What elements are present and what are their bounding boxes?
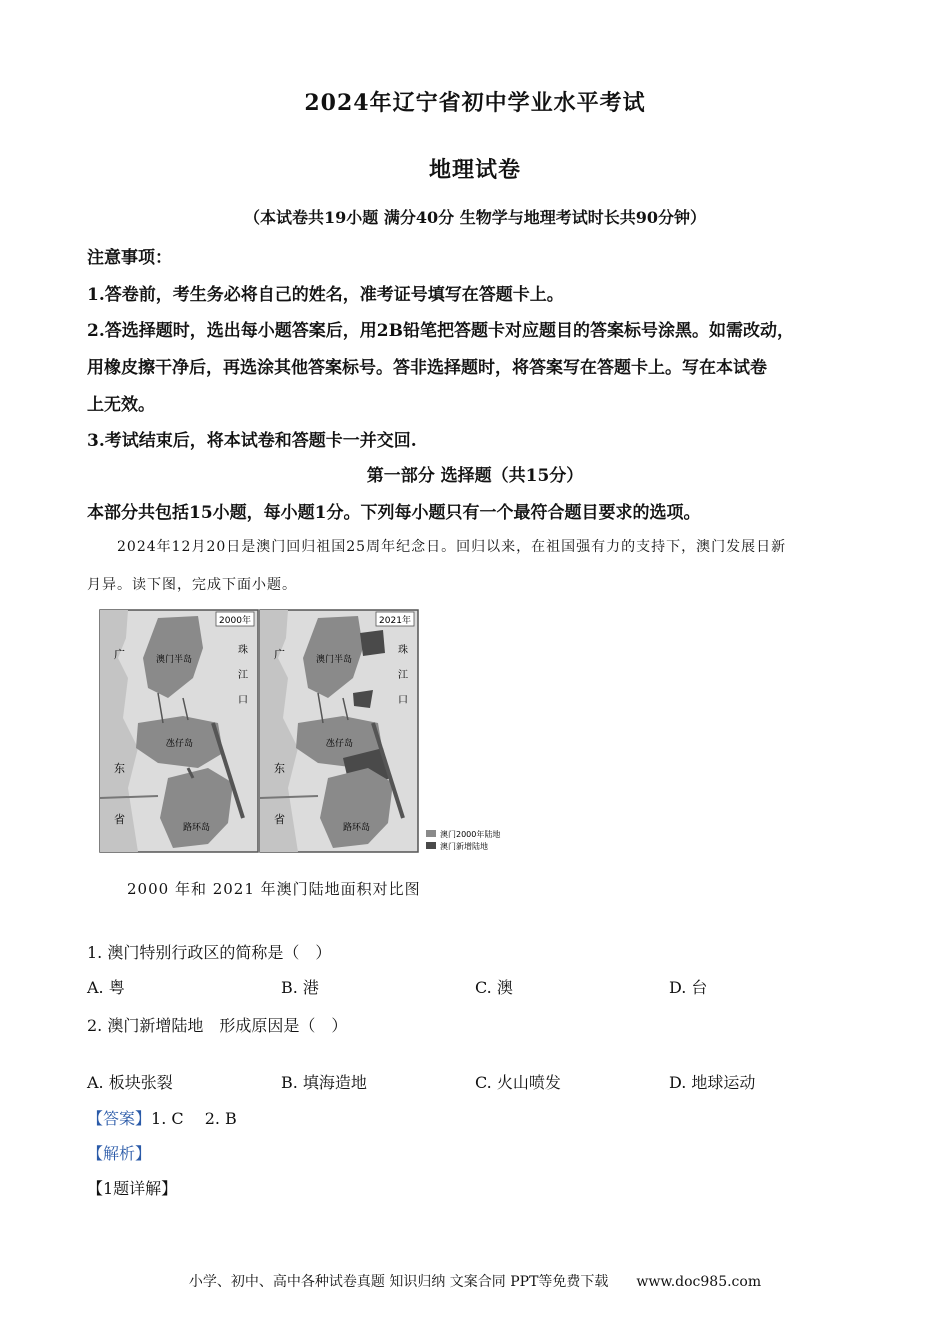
legend-swatch-new <box>426 842 436 849</box>
map-legend <box>426 829 500 851</box>
notice-item-3: 3.考试结束后，将本试卷和答题卡一并交回. <box>87 431 417 451</box>
label-sheng-right: 省 <box>274 813 285 826</box>
exam-title: 2024年辽宁省初中学业水平考试 <box>304 90 646 116</box>
notice-item-2-line-3: 上无效。 <box>87 395 155 415</box>
notice-item-2-line-1: 2.答选择题时，选出每小题答案后，用2B铅笔把答题卡对应题目的答案标号涂黑。如需改动， <box>87 321 794 341</box>
label-taipa-left: 氹仔岛 <box>166 739 194 749</box>
q1-option-d: D. 台 <box>669 978 708 997</box>
figure-caption: 2000 年和 2021 年澳门陆地面积对比图 <box>127 880 421 898</box>
label-jiang-left: 江 <box>238 670 248 681</box>
macau-land-map <box>98 608 538 858</box>
new-land-north <box>360 630 385 656</box>
answer-value: 1. C 2. B <box>151 1109 237 1128</box>
passage-line-2: 月异。读下图，完成下面小题。 <box>87 577 297 593</box>
legend-swatch-old <box>426 830 436 837</box>
label-peninsula-left: 澳门半岛 <box>156 655 193 665</box>
year-label-2000: 2000年 <box>219 616 251 626</box>
passage-line-1: 2024年12月20日是澳门回归祖国25周年纪念日。回归以来，在祖国强有力的支持下，澳门发展日新 <box>117 539 787 555</box>
label-zhu-right: 珠 <box>398 645 408 656</box>
label-jiang-right: 江 <box>398 670 408 681</box>
q2-option-a: A. 板块张裂 <box>87 1073 173 1092</box>
q1-option-b: B. 港 <box>281 978 319 997</box>
part1-intro: 本部分共包括15小题，每小题1分。下列每小题只有一个最符合题目要求的选项。 <box>87 503 701 523</box>
answer-line <box>87 1106 237 1129</box>
q2-option-b: B. 填海造地 <box>281 1073 367 1092</box>
label-guang-left: 广 <box>114 648 125 661</box>
label-zhu-left: 珠 <box>238 645 248 656</box>
q1-option-a: A. 粤 <box>87 978 125 997</box>
q2-option-d: D. 地球运动 <box>669 1073 756 1092</box>
page-footer: 小学、初中、高中各种试卷真题 知识归纳 文案合同 PPT等免费下载 www.doc985.com <box>188 1274 762 1290</box>
q2-option-c: C. 火山喷发 <box>475 1073 561 1092</box>
label-sheng-left: 省 <box>114 813 125 826</box>
legend-new-label: 澳门新增陆地 <box>440 842 488 851</box>
year-label-2021: 2021年 <box>379 616 411 626</box>
map-panel-2021 <box>260 610 418 852</box>
new-land-east <box>353 690 373 708</box>
answer-label: 【答案】 <box>87 1109 152 1128</box>
q2-stem: 2. 澳门新增陆地 形成原因是（ ） <box>87 1016 348 1035</box>
label-dong-right: 东 <box>274 762 285 775</box>
label-dong-left: 东 <box>114 762 125 775</box>
label-kou-left: 口 <box>238 695 248 706</box>
notice-item-1: 1.答卷前，考生务必将自己的姓名，准考证号填写在答题卡上。 <box>87 285 564 305</box>
label-peninsula-right: 澳门半岛 <box>316 655 353 665</box>
map-panel-2000 <box>100 610 258 852</box>
detail-label: 【1题详解】 <box>87 1179 178 1198</box>
notice-heading: 注意事项： <box>87 248 172 268</box>
analysis-label: 【解析】 <box>87 1144 152 1163</box>
label-kou-right: 口 <box>398 695 408 706</box>
label-taipa-right: 氹仔岛 <box>326 739 354 749</box>
notice-item-2-line-2: 用橡皮擦干净后，再选涂其他答案标号。答非选择题时，将答案写在答题卡上。写在本试卷 <box>87 358 767 378</box>
label-coloane-left: 路环岛 <box>183 823 211 833</box>
q1-stem: 1. 澳门特别行政区的简称是（ ） <box>87 943 332 962</box>
part1-heading: 第一部分 选择题（共15分） <box>366 466 584 486</box>
q1-option-c: C. 澳 <box>475 978 513 997</box>
exam-note: （本试卷共19小题 满分40分 生物学与地理考试时长共90分钟） <box>244 208 706 227</box>
label-guang-right: 广 <box>274 648 285 661</box>
label-coloane-right: 路环岛 <box>343 823 371 833</box>
subject-title: 地理试卷 <box>428 157 521 183</box>
legend-old-label: 澳门2000年陆地 <box>440 830 501 839</box>
